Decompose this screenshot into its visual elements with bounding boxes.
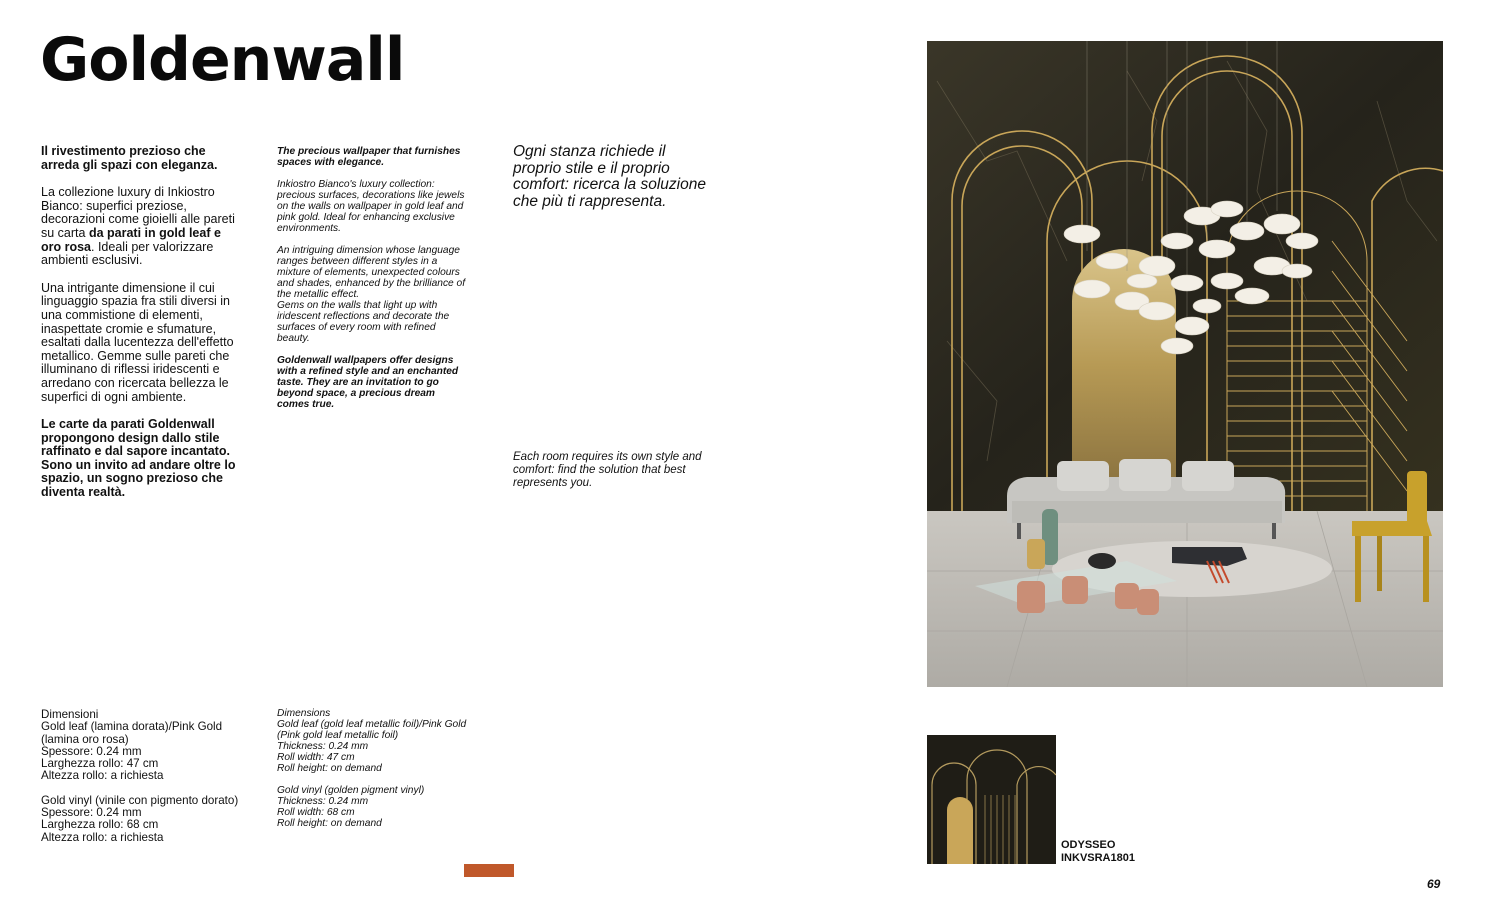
spec-line: Gold leaf (gold leaf metallic foil)/Pink Gold (Pink gold leaf metallic foil) <box>277 718 467 741</box>
italian-intro: Il rivestimento prezioso che arreda gli spazi con eleganza. <box>41 144 218 172</box>
english-paragraph-2a: An intriguing dimension whose language ranges between different styles in a mixture of elements, unexpected colours and shades, enhanced by the brilliance of the metallic effect. <box>277 245 466 300</box>
dimensions-heading-it: Dimensioni <box>41 708 99 721</box>
page-number: 69 <box>1427 877 1441 891</box>
spec-line: Roll width: 68 cm <box>277 807 355 819</box>
dimensions-english <box>277 709 477 830</box>
quote-english: Each room requires its own style and comfort: find the solution that best represents you. <box>513 451 702 489</box>
spec-line: Roll height: on demand <box>277 818 382 830</box>
spec-line: Thickness: 0.24 mm <box>277 740 369 752</box>
spec-line: Larghezza rollo: 68 cm <box>41 818 159 832</box>
spec-line: Gold vinyl (vinile con pigmento dorato) <box>41 793 239 807</box>
italian-text-column <box>41 145 241 514</box>
gold-leaf-specs-en <box>277 720 477 775</box>
english-paragraph-2b: Gems on the walls that light up with iridescent reflections and decorate the surfaces of every room with refined beauty. <box>277 300 450 344</box>
gold-vinyl-specs-en <box>277 786 477 830</box>
spec-line: Spessore: 0.24 mm <box>41 806 142 820</box>
dimensions-italian <box>41 709 241 844</box>
italian-paragraph-2: Una intrigante dimensione il cui linguaggio spazia fra stili diversi in una commistione di elementi, inaspettate cromie e sfumature, esaltati dalla lucentezza dell'effetto metallico. Gemme sulle pareti che illuminano di riflessi iridescenti e arredano con ricercata bellezza le superfici di ogni ambiente. <box>41 280 234 404</box>
gold-leaf-specs-it <box>41 721 241 782</box>
spec-line: Roll width: 47 cm <box>277 751 355 763</box>
english-intro: The precious wallpaper that furnishes spaces with elegance. <box>277 146 461 168</box>
english-paragraph-1: Inkiostro Bianco's luxury collection: precious surfaces, decorations like jewels on the walls on wallpaper in gold leaf and pink gold. Ideal for enhancing exclusive environments. <box>277 179 465 234</box>
accent-bar <box>464 864 514 877</box>
product-name: ODYSSEO <box>1061 839 1116 851</box>
spec-line: Thickness: 0.24 mm <box>277 796 369 808</box>
page-title: Goldenwall <box>40 25 405 95</box>
product-thumbnail <box>927 735 1056 864</box>
product-code: INKVSRA1801 <box>1061 851 1135 864</box>
quote-italian: Ogni stanza richiede il proprio stile e il proprio comfort: ricerca la soluzione che più ti rappresenta. <box>513 143 706 210</box>
english-paragraph-3: Goldenwall wallpapers offer designs with a refined style and an enchanted taste. They are an invitation to go beyond space, a precious dream comes true. <box>277 355 459 410</box>
italian-p1-end: . Ideali per valorizzare ambienti esclusivi. <box>41 239 214 268</box>
italian-paragraph-3: Le carte da parati Goldenwall propongono design dallo stile raffinato e dal sapore incantato. Sono un invito ad andare oltre lo spazio, un sogno prezioso che diventa realtà. <box>41 417 236 500</box>
spec-line: Altezza rollo: a richiesta <box>41 830 164 844</box>
gold-vinyl-specs-it <box>41 795 241 844</box>
interior-photo <box>927 41 1443 687</box>
english-text-column <box>277 146 467 421</box>
italian-p1-bold: da parati in gold leaf e oro rosa <box>41 225 221 254</box>
product-label <box>1061 839 1135 864</box>
spec-line: Gold vinyl (golden pigment vinyl) <box>277 785 425 797</box>
spec-line: Altezza rollo: a richiesta <box>41 769 164 783</box>
italian-p1-start: La collezione luxury di Inkiostro Bianco: superfici preziose, decorazioni come gioielli alle pareti su carta <box>41 185 235 240</box>
spec-line: Larghezza rollo: 47 cm <box>41 757 159 771</box>
spec-line: Spessore: 0.24 mm <box>41 744 142 758</box>
spec-line: Roll height: on demand <box>277 762 382 774</box>
spec-line: Gold leaf (lamina dorata)/Pink Gold (lamina oro rosa) <box>41 720 223 746</box>
dimensions-heading-en: Dimensions <box>277 708 331 719</box>
italian-paragraph-1 <box>41 186 241 268</box>
